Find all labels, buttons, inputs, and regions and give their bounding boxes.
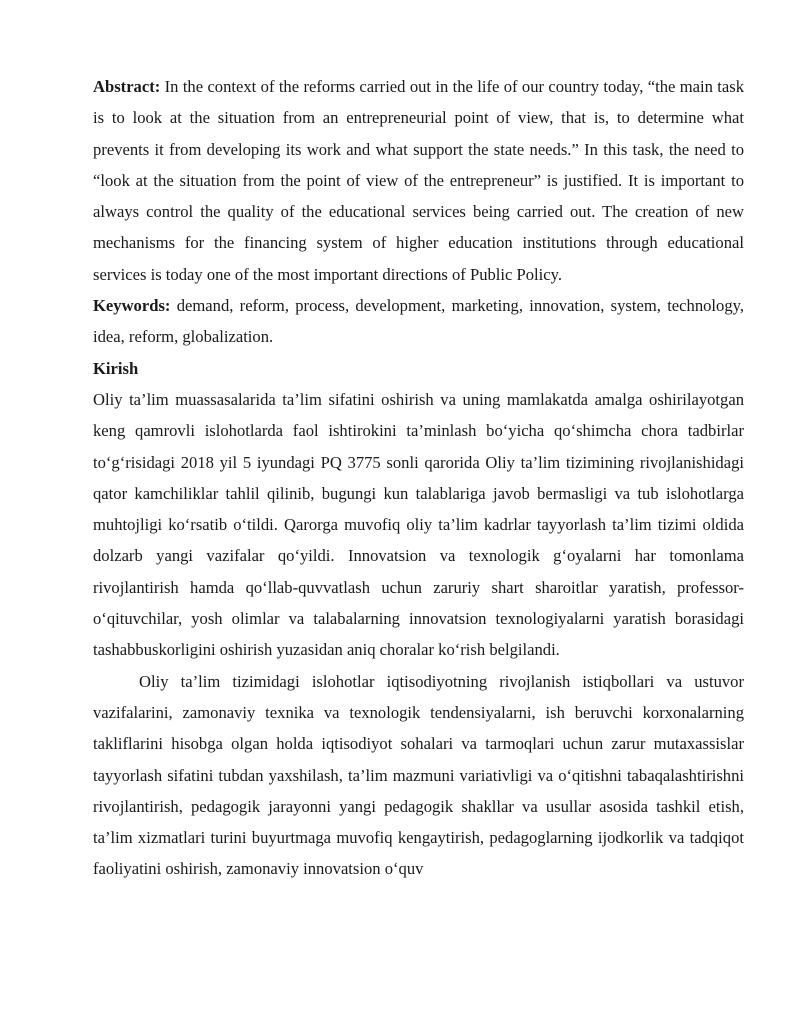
keywords-text: demand, reform, process, development, marketing, innovation, system, technology, idea, reform, globalization. [93,296,744,347]
body-paragraph-2: Oliy ta’lim tizimidagi islohotlar iqtisodiyotning rivojlanish istiqbollari va ustuvor vazifalarini, zamonaviy texnika va texnologik tendensiyalarni, ish beruvchi korxonalarning takliflarini hisobga olgan holda iqtisodiyot sohalari va tarmoqlari uchun zarur mutaxassislar tayyorlash sifatini tubdan yaxshilash, ta’lim mazmuni variativligi va o‘qitishni tabaqalashtirishni rivojlantirish, pedagogik jarayonni yangi pedagogik shakllar va usullar asosida tashkil etish, ta’lim xizmatlari turini buyurtmaga muvofiq kengaytirish, pedagoglarning ijodkorlik va tadqiqot faoliyatini oshirish, zamonaviy innovatsion o‘quv [93,671,744,879]
body-paragraph-1: Oliy ta’lim muassasalarida ta’lim sifatini oshirish va uning mamlakatda amalga oshirilayotgan keng qamrovli islohotlarda faol ishtirokini ta’minlash bo‘yicha qo‘shimcha chora tadbirlar to‘g‘risidagi 2018 yil 5 iyundagi PQ 3775 sonli qarorida Oliy ta’lim tizimining rivojlanishidagi qator kamchiliklar tahlil qilinib, bugungi kun talablariga javob bermasligi va tub islohotlarga muhtojligi ko‘rsatib o‘tildi. Qarorga muvofiq oliy ta’lim kadrlar tayyorlash ta’lim tizimi oldida dolzarb yangi vazifalar qo‘yildi. Innovatsion va texnologik g‘oyalarni har tomonlama rivojlantirish hamda qo‘llab-quvvatlash uchun zaruriy shart sharoitlar yaratish, professor- o‘qituvchilar, yosh olimlar va talabalarning innovatsion texnologiyalarni yaratish borasidagi tashabbuskorligini oshirish yuzasidan aniq choralar ko‘rish belgilandi. [93,389,744,660]
document-page [93,71,744,885]
abstract-label: Abstract: [93,77,161,96]
keywords-paragraph [93,290,744,353]
abstract-paragraph [93,71,744,290]
section-heading: Kirish [93,358,139,378]
abstract-text: In the context of the reforms carried out in the life of our country today, “the main task is to look at the situation from an entrepreneurial point of view, that is, to determine what prevents it from developing its work and what support the state needs.” In this task, the need to “look at the situation from the point of view of the entrepreneur” is justified. It is important to always control the quality of the educational services being carried out. The creation of new mechanisms for the financing system of higher education institutions through educational services is today one of the most important directions of Public Policy. [93,77,744,284]
keywords-label: Keywords: [93,296,171,316]
